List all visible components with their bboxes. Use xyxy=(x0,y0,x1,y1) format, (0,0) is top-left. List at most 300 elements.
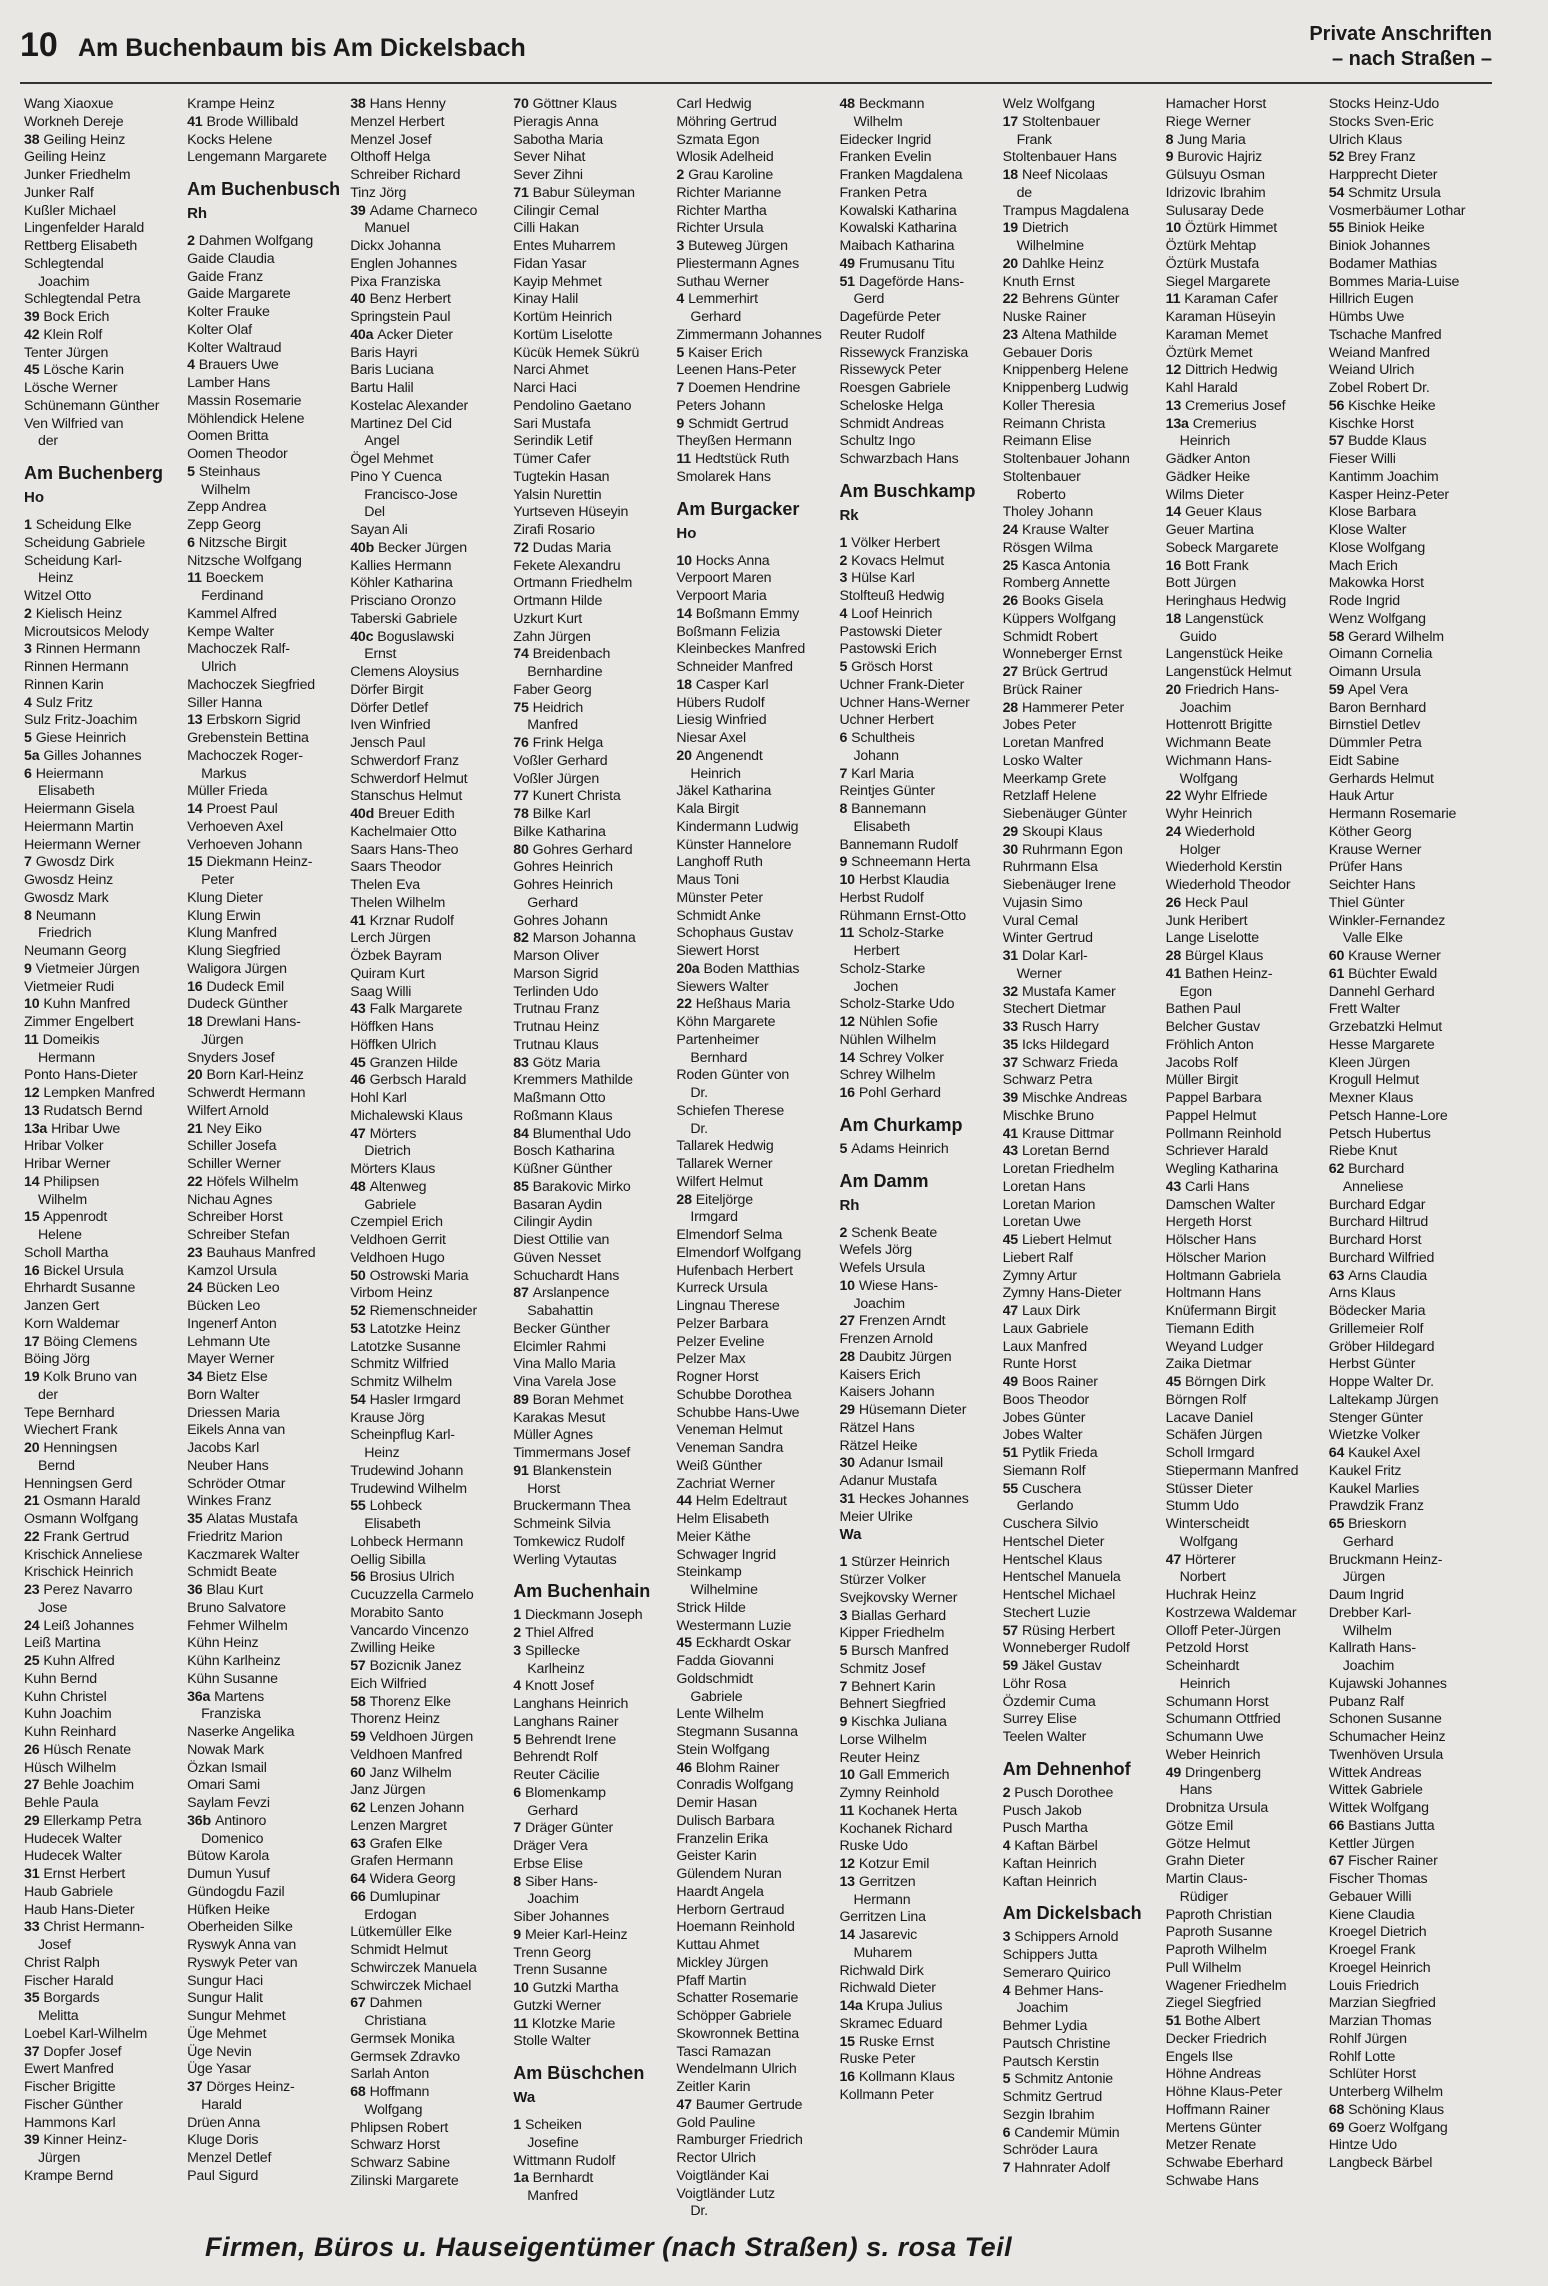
resident-name: Kischke Heike xyxy=(1348,397,1436,414)
resident-name: Ramburger Friedrich xyxy=(676,2132,803,2149)
directory-entry xyxy=(513,1445,672,1463)
resident-name: Herbst Günter xyxy=(1328,1356,1416,1373)
house-number: 43 xyxy=(1002,1143,1018,1160)
directory-entry xyxy=(513,1072,672,1090)
directory-entry xyxy=(513,1143,672,1161)
directory-entry xyxy=(187,1174,346,1192)
resident-name: Jensch Paul xyxy=(350,735,426,751)
directory-entry xyxy=(513,913,672,931)
directory-entry xyxy=(839,309,998,327)
resident-name: Karlheinz xyxy=(527,1660,585,1677)
directory-entry xyxy=(676,1955,835,1973)
resident-name: Hölscher Marion xyxy=(1165,1249,1266,1266)
resident-name: Roberto xyxy=(1016,486,1066,503)
directory-entry xyxy=(839,1313,998,1331)
entry-continuation xyxy=(350,1516,509,1534)
resident-name: Götz Maria xyxy=(532,1054,601,1071)
directory-entry xyxy=(187,1209,346,1227)
house-number: 7 xyxy=(676,380,685,396)
resident-name: Kowalski Katharina xyxy=(839,220,957,237)
house-number: 9 xyxy=(24,960,32,977)
resident-name: Christ Ralph xyxy=(24,1954,100,1971)
resident-name: Gerhard xyxy=(1342,1533,1394,1550)
entry-continuation xyxy=(839,819,998,837)
directory-entry xyxy=(839,1643,998,1661)
directory-entry xyxy=(676,641,835,659)
resident-name: Kuhn Joachim xyxy=(24,1706,112,1723)
directory-entry xyxy=(350,1818,509,1836)
resident-name: Schlüter Horst xyxy=(1328,2066,1416,2083)
resident-name: Wegling Katharina xyxy=(1165,1161,1278,1177)
resident-name: Bannemann xyxy=(851,801,926,817)
directory-entry xyxy=(676,1529,835,1547)
resident-name: Gwosdz Mark xyxy=(24,889,109,906)
house-number: 48 xyxy=(839,96,855,112)
house-number: 28 xyxy=(839,1348,855,1365)
resident-name: Gerhard xyxy=(527,1802,578,1819)
directory-entry xyxy=(839,1014,998,1032)
resident-name: Stürzer Heinrich xyxy=(851,1554,950,1571)
entry-continuation xyxy=(1329,1534,1488,1552)
directory-entry xyxy=(1166,575,1325,593)
resident-name: Schwabe Hans xyxy=(1165,2172,1259,2189)
resident-name: Becker Günther xyxy=(513,1320,610,1337)
resident-name: Hentschel Dieter xyxy=(1002,1533,1105,1550)
house-number: 54 xyxy=(350,1391,366,1408)
directory-entry xyxy=(187,695,346,713)
resident-name: Stoltenbauer xyxy=(1002,468,1081,485)
resident-name: Krupa Julius xyxy=(866,1998,943,2014)
resident-name: Wilhelm xyxy=(853,113,903,130)
resident-name: Wagener Friedhelm xyxy=(1165,1977,1287,1994)
directory-entry xyxy=(1166,1001,1325,1019)
resident-name: Hribar Uwe xyxy=(51,1120,121,1137)
resident-name: Dahlke Heinz xyxy=(1021,255,1104,272)
resident-name: Kuhn Alfred xyxy=(43,1653,115,1669)
directory-entry xyxy=(839,641,998,659)
resident-name: Phlipsen Robert xyxy=(350,2119,449,2136)
resident-name: Lenzen Margret xyxy=(350,1817,447,1834)
resident-name: Valle Elke xyxy=(1342,930,1403,947)
directory-entry xyxy=(839,1625,998,1643)
directory-entry xyxy=(513,1678,672,1696)
directory-entry xyxy=(676,1564,835,1582)
directory-entry xyxy=(1329,504,1488,522)
directory-entry xyxy=(350,1924,509,1942)
resident-name: Apel Vera xyxy=(1348,681,1408,698)
directory-entry xyxy=(1166,966,1325,984)
house-number: 33 xyxy=(1002,1019,1018,1035)
directory-entry xyxy=(513,1392,672,1410)
resident-name: Sabotha Maria xyxy=(513,131,603,148)
directory-entry xyxy=(350,664,509,682)
directory-entry xyxy=(1329,398,1488,416)
directory-entry xyxy=(676,1884,835,1902)
directory-entry xyxy=(350,859,509,877)
resident-name: Bickel Ursula xyxy=(43,1262,124,1279)
directory-entry xyxy=(513,1749,672,1767)
house-number: 66 xyxy=(350,1888,366,1905)
resident-name: Lente Wilhelm xyxy=(676,1706,764,1723)
directory-entry xyxy=(187,1671,346,1689)
entry-continuation xyxy=(839,1892,998,1910)
directory-entry xyxy=(187,730,346,748)
resident-name: Riebe Knut xyxy=(1328,1143,1397,1160)
directory-entry xyxy=(513,1250,672,1268)
resident-name: Hammons Karl xyxy=(24,2114,116,2131)
directory-entry xyxy=(676,677,835,695)
entry-continuation xyxy=(24,925,183,943)
resident-name: Riemenschneider xyxy=(369,1303,477,1319)
resident-name: Manfred xyxy=(527,717,578,734)
directory-entry xyxy=(1166,824,1325,842)
resident-name: Pusch Dorothee xyxy=(1014,1784,1114,1801)
resident-name: Richter Marianne xyxy=(676,184,782,201)
directory-entry xyxy=(1003,96,1162,114)
directory-entry xyxy=(24,1085,183,1103)
resident-name: Hillrich Eugen xyxy=(1328,291,1414,308)
resident-name: Joachim xyxy=(1342,1658,1395,1674)
resident-name: Wiederhold Kerstin xyxy=(1165,859,1282,876)
directory-entry xyxy=(187,1334,346,1352)
directory-entry xyxy=(24,1777,183,1795)
directory-entry xyxy=(1166,1445,1325,1463)
directory-entry xyxy=(676,1760,835,1778)
entry-continuation xyxy=(676,766,835,784)
directory-entry xyxy=(839,96,998,114)
resident-name: Candemir Mümin xyxy=(1014,2124,1120,2141)
resident-name: Stoltenbauer Hans xyxy=(1002,149,1117,166)
entry-continuation xyxy=(676,1209,835,1227)
resident-name: Gröber Hildegard xyxy=(1328,1338,1435,1355)
resident-name: Neuber Hans xyxy=(187,1457,269,1474)
house-number: 5 xyxy=(839,1140,848,1157)
house-number: 3 xyxy=(839,1607,848,1624)
directory-entry xyxy=(513,380,672,398)
directory-entry xyxy=(1003,2054,1162,2072)
directory-entry xyxy=(839,606,998,624)
resident-name: Schlegtendal xyxy=(24,255,104,272)
resident-name: Karaman Hüseyin xyxy=(1165,309,1276,325)
directory-entry xyxy=(1003,291,1162,309)
resident-name: Louis Friedrich xyxy=(1328,1977,1419,1994)
resident-name: Weber Heinrich xyxy=(1165,1746,1261,1763)
entry-continuation xyxy=(1329,1658,1488,1676)
house-number: 35 xyxy=(1002,1036,1018,1053)
resident-name: Veldhoen Gerrit xyxy=(350,1232,446,1248)
resident-name: Losko Walter xyxy=(1002,752,1083,769)
resident-name: Taberski Gabriele xyxy=(350,610,458,627)
entry-continuation xyxy=(350,504,509,522)
resident-name: Kempe Walter xyxy=(187,623,275,640)
directory-entry xyxy=(350,203,509,221)
resident-name: Dietrich xyxy=(1021,220,1069,237)
directory-entry xyxy=(350,2084,509,2102)
resident-name: Siller Hanna xyxy=(187,694,262,711)
directory-entry xyxy=(187,2061,346,2079)
directory-entry xyxy=(1166,1374,1325,1392)
resident-name: Göttner Klaus xyxy=(532,96,617,112)
directory-entry xyxy=(24,1884,183,1902)
directory-entry xyxy=(513,1108,672,1126)
resident-name: Workneh Dereje xyxy=(24,113,124,130)
resident-name: Veldhoen Manfred xyxy=(350,1746,463,1763)
resident-name: Brosius Ulrich xyxy=(369,1569,455,1586)
directory-entry xyxy=(1166,1214,1325,1232)
resident-name: Uchner Herbert xyxy=(839,712,934,729)
directory-entry xyxy=(676,1476,835,1494)
directory-entry xyxy=(839,1438,998,1456)
resident-name: Henningsen xyxy=(43,1440,118,1456)
directory-entry xyxy=(24,1103,183,1121)
resident-name: Schreiber Stefan xyxy=(187,1227,290,1243)
resident-name: Retzlaff Helene xyxy=(1002,788,1097,805)
directory-entry xyxy=(24,641,183,659)
resident-name: Dudeck Emil xyxy=(206,978,284,995)
resident-name: Eckhardt Oskar xyxy=(695,1635,791,1652)
house-number: 4 xyxy=(513,1678,521,1695)
resident-name: Wittmann Rudolf xyxy=(513,2152,616,2169)
directory-entry xyxy=(839,238,998,256)
entry-continuation xyxy=(513,895,672,913)
house-number: 9 xyxy=(513,1926,521,1943)
house-number: 2 xyxy=(676,167,685,183)
directory-entry xyxy=(676,1831,835,1849)
resident-name: Surrey Elise xyxy=(1002,1711,1077,1728)
resident-name: Herbst Rudolf xyxy=(839,889,924,906)
resident-name: Dudeck Günther xyxy=(187,996,288,1013)
directory-entry xyxy=(1329,469,1488,487)
resident-name: Verpoort Maren xyxy=(676,570,772,587)
resident-name: Schwabe Eberhard xyxy=(1165,2155,1284,2171)
resident-name: Kortüm Heinrich xyxy=(513,309,612,325)
directory-entry xyxy=(187,446,346,464)
resident-name: Elisabeth xyxy=(853,818,911,835)
directory-entry xyxy=(839,712,998,730)
resident-name: Münster Peter xyxy=(676,889,763,906)
directory-entry xyxy=(350,2049,509,2067)
resident-name: Yurtseven Hüseyin xyxy=(513,504,629,521)
resident-name: Voßler Jürgen xyxy=(513,770,600,787)
district-code: Wa xyxy=(839,1526,862,1544)
resident-name: Trutnau Klaus xyxy=(513,1036,599,1053)
directory-entry xyxy=(1003,203,1162,221)
directory-entry xyxy=(513,96,672,114)
entry-continuation xyxy=(1166,1676,1325,1694)
directory-entry xyxy=(350,291,509,309)
directory-entry xyxy=(187,322,346,340)
resident-name: Bruckmann Heinz- xyxy=(1328,1551,1443,1568)
house-number: 64 xyxy=(350,1871,366,1887)
directory-entry xyxy=(1003,700,1162,718)
directory-entry xyxy=(350,1374,509,1392)
directory-entry xyxy=(1166,1871,1325,1889)
house-number: 10 xyxy=(1165,220,1182,237)
resident-name: Saag Willi xyxy=(350,983,412,1000)
directory-entry xyxy=(24,908,183,926)
house-number: 37 xyxy=(187,2079,203,2095)
directory-entry xyxy=(24,1547,183,1565)
resident-name: Idrizovic Ibrahim xyxy=(1165,184,1266,201)
directory-entry xyxy=(839,362,998,380)
resident-name: Icks Hildegard xyxy=(1021,1036,1110,1053)
resident-name: Grillemeier Rolf xyxy=(1328,1320,1424,1337)
resident-name: Schmidt Beate xyxy=(187,1564,277,1581)
street-heading: Am Buchenbusch xyxy=(187,179,341,199)
resident-name: Reimann Christa xyxy=(1002,415,1106,432)
resident-name: Janz Jürgen xyxy=(350,1782,426,1799)
directory-entry xyxy=(1329,1871,1488,1889)
house-number: 68 xyxy=(350,2084,366,2100)
resident-name: Kocks Helene xyxy=(187,131,273,148)
resident-name: Demir Hasan xyxy=(676,1795,757,1811)
resident-name: Ruske Ernst xyxy=(858,2033,934,2050)
resident-name: Franken Petra xyxy=(839,184,927,201)
directory-entry xyxy=(24,854,183,872)
directory-entry xyxy=(839,1821,998,1839)
resident-name: Wefels Jörg xyxy=(839,1242,912,1259)
directory-entry xyxy=(839,801,998,819)
directory-entry xyxy=(24,1724,183,1742)
resident-name: Goldschmidt xyxy=(676,1670,754,1687)
resident-name: Krischick Heinrich xyxy=(24,1564,134,1581)
resident-name: Krause Werner xyxy=(1328,841,1422,858)
directory-entry xyxy=(24,979,183,997)
house-number: 14 xyxy=(1165,504,1182,521)
entry-continuation xyxy=(350,433,509,451)
directory-entry xyxy=(1329,1694,1488,1712)
directory-columns xyxy=(24,96,1492,2226)
resident-name: Schwerdt Hermann xyxy=(187,1085,306,1101)
directory-entry xyxy=(1329,1197,1488,1215)
directory-entry xyxy=(1003,771,1162,789)
resident-name: Verpoort Maria xyxy=(676,588,767,604)
resident-name: Schubbe Hans-Uwe xyxy=(676,1404,800,1421)
resident-name: Leenen Hans-Peter xyxy=(676,362,797,379)
resident-name: Bödecker Maria xyxy=(1328,1303,1426,1319)
resident-name: Höhne Andreas xyxy=(1165,2066,1261,2083)
directory-entry xyxy=(350,345,509,363)
resident-name: Gaide Franz xyxy=(187,268,263,285)
resident-name: Schwarz Sabine xyxy=(350,2155,450,2171)
resident-name: Richter Ursula xyxy=(676,220,764,237)
resident-name: Mischke Andreas xyxy=(1021,1090,1127,1106)
directory-entry xyxy=(24,624,183,642)
entry-continuation xyxy=(1003,185,1162,203)
directory-entry xyxy=(187,1245,346,1263)
resident-name: Grau Karoline xyxy=(688,167,774,183)
directory-entry xyxy=(513,1909,672,1927)
house-number: 10 xyxy=(839,1767,855,1784)
directory-entry xyxy=(350,948,509,966)
resident-name: Hribar Volker xyxy=(24,1138,104,1155)
directory-entry xyxy=(1003,451,1162,469)
resident-name: Maßmann Otto xyxy=(513,1090,606,1106)
directory-entry xyxy=(1003,1019,1162,1037)
directory-entry xyxy=(1003,1339,1162,1357)
entry-continuation xyxy=(1329,1623,1488,1641)
directory-entry xyxy=(187,340,346,358)
resident-name: Harpprecht Dieter xyxy=(1328,167,1438,183)
resident-name: Rohlf Lotte xyxy=(1328,2048,1396,2065)
resident-name: Kinner Heinz- xyxy=(43,2132,127,2149)
resident-name: Saylam Fevzi xyxy=(187,1795,270,1811)
house-number: 11 xyxy=(24,1031,39,1048)
house-number: 1a xyxy=(513,2170,529,2187)
resident-name: Erbskorn Sigrid xyxy=(206,712,301,729)
resident-name: Faber Georg xyxy=(513,681,592,698)
directory-entry xyxy=(1329,2084,1488,2102)
resident-name: Heinz xyxy=(364,1445,400,1461)
resident-name: Zimmermann Johannes xyxy=(676,326,822,343)
directory-entry xyxy=(187,1866,346,1884)
house-number: 87 xyxy=(513,1285,529,1302)
resident-name: Domeikis xyxy=(42,1031,100,1048)
entry-continuation xyxy=(1329,1179,1488,1197)
resident-name: Herborn Gertraud xyxy=(676,1901,785,1918)
resident-name: Müller Birgit xyxy=(1165,1072,1238,1089)
directory-entry xyxy=(1166,717,1325,735)
resident-name: Adams Heinrich xyxy=(851,1140,949,1157)
directory-entry xyxy=(350,362,509,380)
resident-name: Zymny Reinhold xyxy=(839,1785,940,1801)
resident-name: Grösch Horst xyxy=(851,659,933,675)
directory-entry xyxy=(187,677,346,695)
directory-entry xyxy=(1166,788,1325,806)
resident-name: Dumlupinar xyxy=(369,1888,441,1905)
resident-name: Heinrich xyxy=(690,765,741,782)
resident-name: Wyhr Heinrich xyxy=(1165,806,1253,822)
resident-name: Holtmann Gabriela xyxy=(1165,1267,1281,1284)
house-number: 3 xyxy=(676,238,685,254)
house-number: 82 xyxy=(513,930,529,947)
directory-entry xyxy=(676,1405,835,1423)
resident-name: der xyxy=(38,1386,58,1403)
resident-name: Schöpper Gabriele xyxy=(676,2008,792,2024)
resident-name: Krampe Heinz xyxy=(187,96,275,112)
directory-column xyxy=(513,96,676,2226)
directory-entry xyxy=(513,1714,672,1732)
resident-name: Nitzsche Birgit xyxy=(198,534,287,551)
resident-name: Hans xyxy=(1179,1782,1212,1799)
resident-name: Adame Charneco xyxy=(369,202,478,219)
directory-entry xyxy=(1329,1889,1488,1907)
directory-entry xyxy=(839,1067,998,1085)
directory-entry xyxy=(1003,930,1162,948)
house-number: 10 xyxy=(839,872,855,888)
directory-entry xyxy=(676,801,835,819)
directory-entry xyxy=(350,469,509,487)
directory-entry xyxy=(513,1534,672,1552)
directory-entry xyxy=(1003,345,1162,363)
house-number: 24 xyxy=(24,1617,40,1634)
house-number: 59 xyxy=(1002,1658,1018,1674)
resident-name: Siewers Walter xyxy=(676,978,769,995)
directory-entry xyxy=(1329,1747,1488,1765)
directory-entry xyxy=(24,1156,183,1174)
resident-name: Angel xyxy=(364,433,400,450)
directory-entry xyxy=(350,309,509,327)
resident-name: Öztürk Mustafa xyxy=(1165,255,1260,272)
house-number: 39 xyxy=(350,202,366,219)
resident-name: Metzer Renate xyxy=(1165,2137,1257,2154)
resident-name: Schröder Otmar xyxy=(187,1475,286,1492)
directory-entry xyxy=(350,132,509,150)
house-number: 37 xyxy=(24,2043,40,2060)
house-number: 25 xyxy=(1002,557,1018,574)
directory-entry xyxy=(676,872,835,890)
directory-entry xyxy=(1003,1232,1162,1250)
